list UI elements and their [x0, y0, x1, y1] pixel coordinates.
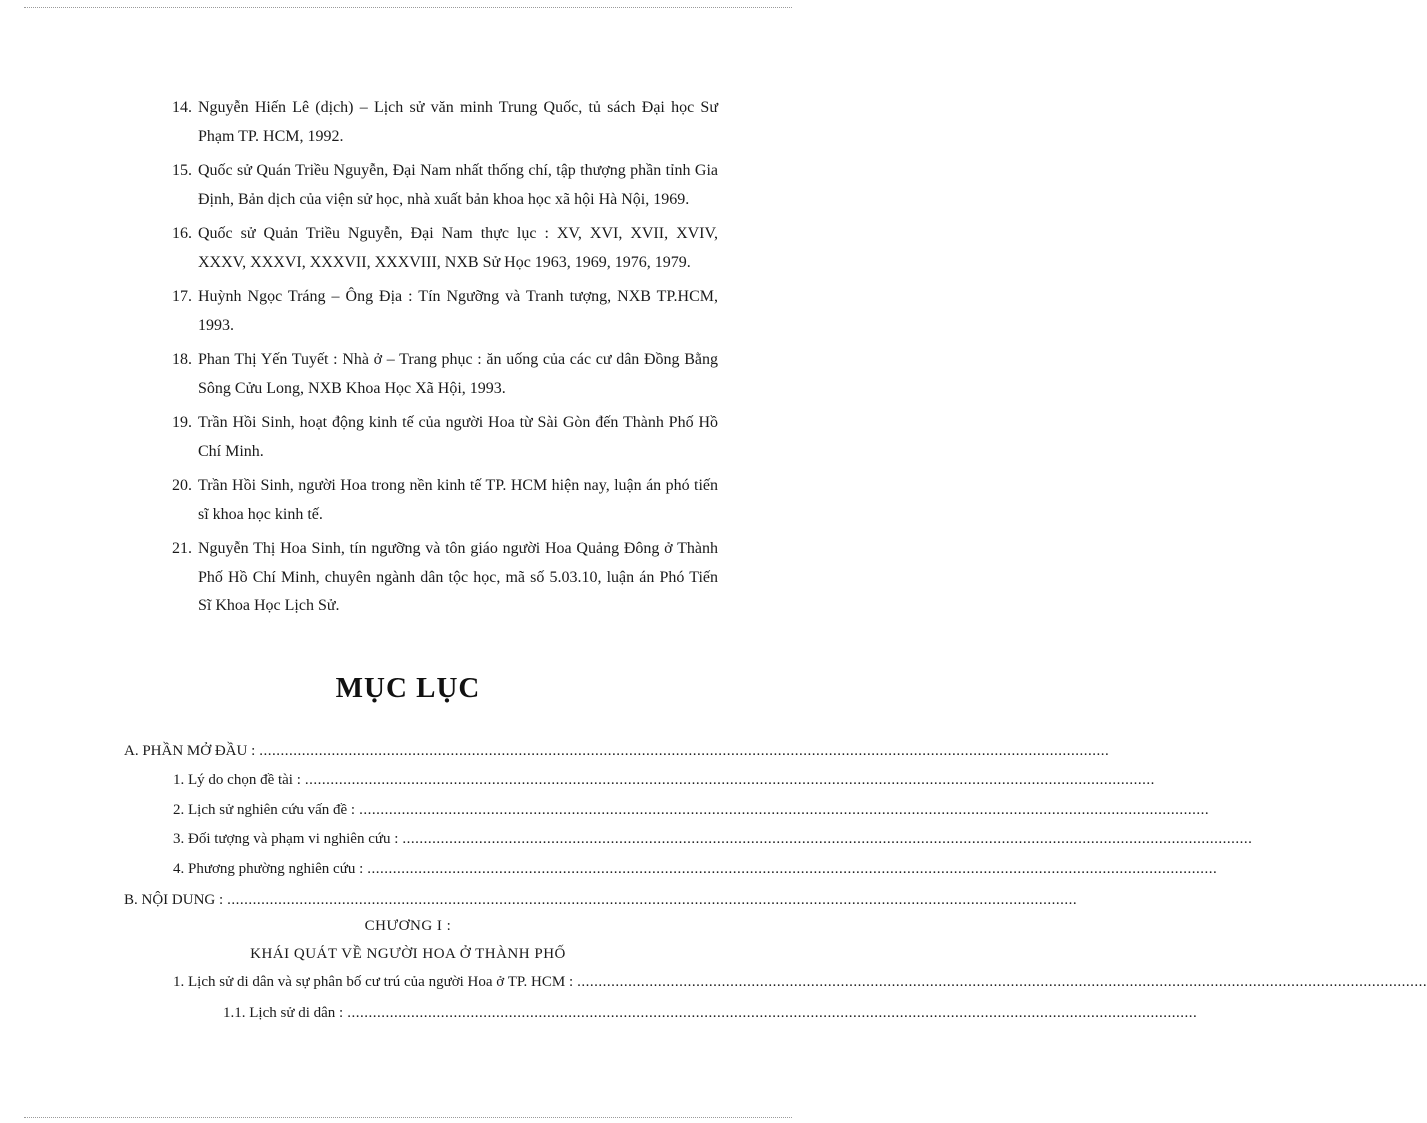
reference-item: [172, 220, 718, 277]
leader-dots: ........................................................................................................................................................................................................: [259, 743, 1110, 759]
reference-text: Trần Hồi Sinh, hoạt động kinh tế của người Hoa từ Sài Gòn đến Thành Phố Hồ Chí Minh.: [198, 414, 718, 460]
reference-item: [172, 346, 718, 403]
reference-list: [172, 94, 718, 627]
reference-number: 19.: [172, 414, 192, 431]
toc-entry-label: A. PHẦN MỞ ĐẦU :: [124, 743, 256, 759]
toc-entry: [223, 1003, 1198, 1023]
toc-entry-label: 1.1. Lịch sử di dân :: [223, 1005, 344, 1021]
leader-dots: ........................................................................................................................................................................................................: [359, 802, 1210, 818]
chapter-label: CHƯƠNG I :: [364, 918, 452, 934]
chapter-title: KHÁI QUÁT VỀ NGƯỜI HOA Ở THÀNH PHỐ: [250, 946, 566, 962]
leader-dots: ........................................................................................................................................................................................................: [227, 892, 1078, 908]
reference-item: [172, 94, 718, 151]
reference-text: Nguyễn Hiến Lê (dịch) – Lịch sử văn minh Trung Quốc, tủ sách Đại học Sư Phạm TP. HCM, 1992.: [198, 99, 718, 145]
toc-entry-part-a: [124, 741, 1110, 761]
leader-dots: ........................................................................................................................................................................................................: [577, 974, 1427, 990]
reference-item: [172, 472, 718, 529]
reference-number: 17.: [172, 288, 192, 305]
toc-entry: [173, 800, 1210, 820]
leader-dots: ........................................................................................................................................................................................................: [304, 772, 1155, 788]
reference-text: Phan Thị Yến Tuyết : Nhà ở – Trang phục : ăn uống của các cư dân Đồng Bằng Sông Cửu Long, NXB Khoa Học Xã Hội, 1993.: [198, 351, 718, 397]
reference-text: Trần Hồi Sinh, người Hoa trong nền kinh tế TP. HCM hiện nay, luận án phó tiến sĩ khoa học kinh tế.: [198, 477, 718, 523]
reference-number: 15.: [172, 162, 192, 179]
toc-entry-label: 1. Lịch sử di dân và sự phân bố cư trú của người Hoa ở TP. HCM :: [173, 974, 574, 990]
reference-number: 18.: [172, 351, 192, 368]
reference-number: 16.: [172, 225, 192, 242]
reference-number: 14.: [172, 99, 192, 116]
reference-item: [172, 535, 718, 621]
reference-item: [172, 409, 718, 466]
toc-entry-label: 1. Lý do chọn đề tài :: [173, 772, 301, 788]
toc-entry-label: B. NỘI DUNG :: [124, 892, 224, 908]
leader-dots: ........................................................................................................................................................................................................: [402, 831, 1253, 847]
toc-entry-label: 2. Lịch sử nghiên cứu vấn đề :: [173, 802, 356, 818]
reference-item: [172, 283, 718, 340]
reference-text: Quốc sử Quán Triều Nguyễn, Đại Nam nhất thống chí, tập thượng phần tỉnh Gia Định, Bản dịch của viện sử học, nhà xuất bản khoa học xã hội Hà Nội, 1969.: [198, 162, 718, 208]
leader-dots: ........................................................................................................................................................................................................: [347, 1005, 1198, 1021]
toc-entry-part-b: [124, 890, 1078, 910]
toc-entry-label: 3. Đối tượng và phạm vi nghiên cứu :: [173, 831, 399, 847]
toc-entry-label: 4. Phương phường nghiên cứu :: [173, 861, 364, 877]
reference-text: Quốc sử Quản Triều Nguyễn, Đại Nam thực lục : XV, XVI, XVII, XVIV, XXXV, XXXVI, XXXVII, XXXVIII, NXB Sử Học 1963, 1969, 1976, 1979.: [198, 225, 718, 271]
reference-number: 21.: [172, 540, 192, 557]
toc-entry: [173, 972, 1427, 992]
page-border-top: [24, 7, 792, 8]
toc-title: MỤC LỤC: [335, 672, 481, 704]
toc-entry: [173, 859, 1218, 879]
reference-text: Nguyễn Thị Hoa Sinh, tín ngưỡng và tôn giáo người Hoa Quảng Đông ở Thành Phố Hồ Chí Minh, chuyên ngành dân tộc học, mã số 5.03.10, luận án Phó Tiến Sĩ Khoa Học Lịch Sử.: [198, 540, 718, 614]
reference-text: Huỳnh Ngọc Tráng – Ông Địa : Tín Ngưỡng và Tranh tượng, NXB TP.HCM, 1993.: [198, 288, 718, 334]
page-border-bottom: [24, 1117, 792, 1118]
toc-entry: [173, 829, 1253, 849]
toc-entry: [173, 770, 1155, 790]
reference-number: 20.: [172, 477, 192, 494]
leader-dots: ........................................................................................................................................................................................................: [367, 861, 1218, 877]
reference-item: [172, 157, 718, 214]
